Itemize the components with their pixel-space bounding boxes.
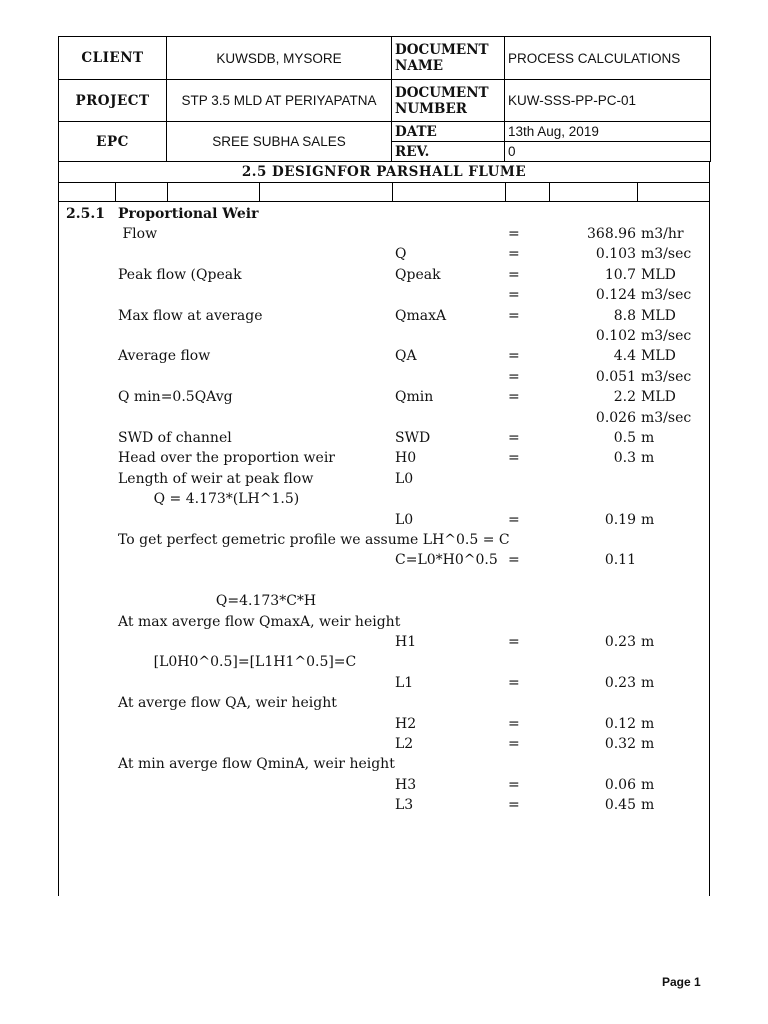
row-value: 0.23 bbox=[604, 634, 636, 650]
row-equals: = bbox=[508, 736, 520, 752]
row-symbol: L0 bbox=[395, 471, 414, 487]
page-border-left bbox=[58, 202, 59, 896]
row-value: 0.06 bbox=[604, 777, 636, 793]
row-value bbox=[560, 652, 636, 672]
row-equals: = bbox=[508, 797, 520, 813]
client-value: KUWSDB, MYSORE bbox=[167, 37, 392, 80]
row-unit: MLD bbox=[641, 308, 676, 324]
row-value: 0.051 bbox=[595, 369, 636, 385]
row-equals: = bbox=[508, 430, 520, 446]
row-equals: = bbox=[508, 716, 520, 732]
date-label: DATE bbox=[392, 122, 505, 142]
row-unit: m bbox=[641, 675, 655, 691]
row-value: 8.8 bbox=[613, 308, 636, 324]
row-symbol: L1 bbox=[395, 675, 414, 691]
row-description: Peak flow (Qpeak bbox=[118, 267, 242, 283]
row-unit: m bbox=[641, 777, 655, 793]
row-symbol: C=L0*H0^0.5 bbox=[395, 552, 498, 568]
row-unit: MLD bbox=[641, 389, 676, 405]
row-symbol: H1 bbox=[395, 634, 417, 650]
row-equals: = bbox=[508, 267, 520, 283]
document-number-label: DOCUMENT NUMBER bbox=[392, 80, 505, 122]
row-equals: = bbox=[508, 226, 520, 242]
row-symbol: L2 bbox=[395, 736, 414, 752]
row-description: Q=4.173*C*H bbox=[118, 593, 317, 609]
row-value bbox=[560, 489, 636, 509]
page-border-right bbox=[709, 202, 710, 896]
row-equals: = bbox=[508, 369, 520, 385]
row-unit: m3/hr bbox=[641, 226, 684, 242]
row-unit: m3/sec bbox=[641, 410, 692, 426]
row-equals: = bbox=[508, 287, 520, 303]
rev-label: REV. bbox=[392, 142, 505, 162]
document-number-value: KUW-SSS-PP-PC-01 bbox=[505, 80, 711, 122]
row-value bbox=[560, 571, 636, 591]
row-unit: m bbox=[641, 634, 655, 650]
row-equals: = bbox=[508, 450, 520, 466]
document-name-value: PROCESS CALCULATIONS bbox=[505, 37, 711, 80]
row-unit: MLD bbox=[641, 267, 676, 283]
document-name-label: DOCUMENT NAME bbox=[392, 37, 505, 80]
row-value: 0.102 bbox=[595, 328, 636, 344]
row-value: 2.2 bbox=[613, 389, 636, 405]
row-equals: = bbox=[508, 512, 520, 528]
row-symbol: L3 bbox=[395, 797, 414, 813]
row-value bbox=[560, 754, 636, 774]
row-unit: m bbox=[641, 450, 655, 466]
row-equals: = bbox=[508, 634, 520, 650]
row-value: 368.96 bbox=[587, 226, 636, 242]
row-value: 10.7 bbox=[604, 267, 636, 283]
row-value bbox=[560, 612, 636, 632]
document-sheet bbox=[58, 36, 710, 202]
date-value: 13th Aug, 2019 bbox=[505, 122, 711, 142]
row-description: Q = 4.173*(LH^1.5) bbox=[118, 491, 300, 507]
row-value: 0.5 bbox=[613, 430, 636, 446]
row-unit: m bbox=[641, 797, 655, 813]
row-unit: MLD bbox=[641, 348, 676, 364]
row-unit: m bbox=[641, 736, 655, 752]
row-symbol: L0 bbox=[395, 512, 414, 528]
row-description: [L0H0^0.5]=[L1H1^0.5]=C bbox=[118, 654, 357, 670]
row-value: 0.103 bbox=[595, 246, 636, 262]
row-equals: = bbox=[508, 348, 520, 364]
row-value: 4.4 bbox=[613, 348, 636, 364]
epc-value: SREE SUBHA SALES bbox=[167, 122, 392, 162]
row-symbol: QmaxA bbox=[395, 308, 447, 324]
project-label: PROJECT bbox=[59, 80, 167, 122]
row-description: Head over the proportion weir bbox=[118, 450, 335, 466]
row-value bbox=[560, 591, 636, 611]
row-equals: = bbox=[508, 675, 520, 691]
row-equals: = bbox=[508, 389, 520, 405]
row-equals: = bbox=[508, 552, 520, 568]
section-title: 2.5 DESIGNFOR PARSHALL FLUME bbox=[58, 162, 710, 183]
row-symbol: Qpeak bbox=[395, 267, 441, 283]
row-unit: m3/sec bbox=[641, 287, 692, 303]
row-description: At averge flow QA, weir height bbox=[118, 695, 337, 711]
row-symbol: Qmin bbox=[395, 389, 434, 405]
row-value: 0.45 bbox=[604, 797, 636, 813]
row-value: 0.3 bbox=[613, 450, 636, 466]
row-value bbox=[560, 530, 636, 550]
row-equals: = bbox=[508, 246, 520, 262]
row-description: Q min=0.5QAvg bbox=[118, 389, 233, 405]
row-value: 0.32 bbox=[604, 736, 636, 752]
row-description: Average flow bbox=[118, 348, 211, 364]
row-value: 0.23 bbox=[604, 675, 636, 691]
row-symbol: QA bbox=[395, 348, 417, 364]
row-unit: m3/sec bbox=[641, 246, 692, 262]
row-equals: = bbox=[508, 308, 520, 324]
rev-value: 0 bbox=[505, 142, 711, 162]
epc-label: EPC bbox=[59, 122, 167, 162]
row-symbol: H2 bbox=[395, 716, 417, 732]
header-table bbox=[58, 36, 711, 162]
row-value: 0.026 bbox=[595, 410, 636, 426]
subsection-title: Proportional Weir bbox=[118, 206, 259, 222]
row-description: At min averge flow QminA, weir height bbox=[118, 756, 395, 772]
row-symbol: Q bbox=[395, 246, 407, 262]
row-description: SWD of channel bbox=[118, 430, 232, 446]
row-description: Length of weir at peak flow bbox=[118, 471, 314, 487]
row-unit: m bbox=[641, 716, 655, 732]
row-equals: = bbox=[508, 777, 520, 793]
project-value: STP 3.5 MLD AT PERIYAPATNA bbox=[167, 80, 392, 122]
row-description: Flow bbox=[118, 226, 158, 242]
row-symbol: SWD bbox=[395, 430, 431, 446]
client-label: CLIENT bbox=[59, 37, 167, 80]
page-number: Page 1 bbox=[662, 975, 701, 989]
row-value: 0.12 bbox=[604, 716, 636, 732]
row-value bbox=[560, 469, 636, 489]
row-unit: m bbox=[641, 430, 655, 446]
empty-grid-row bbox=[58, 183, 710, 202]
row-description: At max averge flow QmaxA, weir height bbox=[118, 614, 401, 630]
row-symbol: H3 bbox=[395, 777, 417, 793]
row-value bbox=[560, 693, 636, 713]
row-symbol: H0 bbox=[395, 450, 417, 466]
row-unit: m3/sec bbox=[641, 369, 692, 385]
row-unit: m bbox=[641, 512, 655, 528]
subsection-number: 2.5.1 bbox=[66, 206, 105, 222]
row-value: 0.19 bbox=[604, 512, 636, 528]
row-description: Max flow at average bbox=[118, 308, 263, 324]
row-value: 0.124 bbox=[595, 287, 636, 303]
row-description: To get perfect gemetric profile we assume LH^0.5 = C bbox=[118, 532, 510, 548]
row-unit: m3/sec bbox=[641, 328, 692, 344]
row-value: 0.11 bbox=[604, 552, 636, 568]
